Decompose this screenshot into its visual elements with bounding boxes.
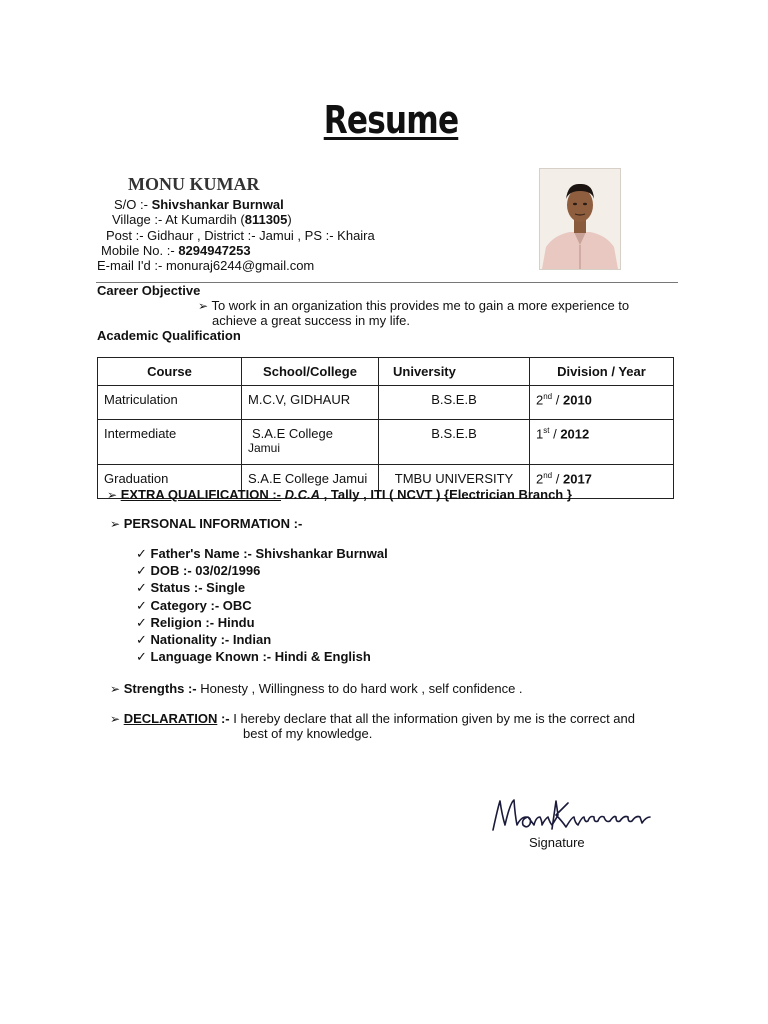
list-item: ✓ DOB :- 03/02/1996 <box>136 563 261 580</box>
arrow-bullet-icon: ➢ <box>110 517 121 531</box>
candidate-name: MONU KUMAR <box>128 174 260 194</box>
signature-label: Signature <box>529 835 585 850</box>
list-item: ✓ Status :- Single <box>136 580 246 597</box>
academic-table <box>97 357 674 499</box>
col-division-year: Division / Year <box>530 358 674 386</box>
declaration-line-2: best of my knowledge. <box>243 726 373 741</box>
cell-course: Matriculation <box>98 386 242 420</box>
page-title: Resume <box>323 98 459 142</box>
declaration-line-1: ➢ DECLARATION :- I hereby declare that all the information given by me is the correct and <box>110 711 635 726</box>
check-icon: ✓ <box>136 547 147 562</box>
cell-university: TMBU UNIVERSITY <box>379 465 530 499</box>
col-school: School/College <box>242 358 379 386</box>
check-icon: ✓ <box>136 650 147 666</box>
handwritten-signature <box>490 795 660 835</box>
table-row <box>98 386 674 420</box>
profile-photo <box>539 168 621 270</box>
table-header-row <box>98 358 674 386</box>
check-icon: ✓ <box>136 598 147 614</box>
cell-school: M.C.V, GIDHAUR <box>242 386 379 420</box>
check-icon: ✓ <box>136 632 147 648</box>
cell-division: 2nd / 2010 <box>530 386 674 420</box>
table-row <box>98 420 674 465</box>
career-line-2: achieve a great success in my life. <box>212 313 410 328</box>
email-line: E-mail I'd :- monuraj6244@gmail.com <box>97 258 315 273</box>
check-icon: ✓ <box>136 581 147 597</box>
person-photo-icon <box>540 169 620 269</box>
personal-heading: ➢ PERSONAL INFORMATION :- <box>110 516 303 531</box>
strengths-line: ➢ Strengths :- Honesty , Willingness to do hard work , self confidence . <box>110 681 523 696</box>
cell-school: S.A.E College Jamui <box>242 420 379 465</box>
arrow-bullet-icon: ➢ <box>198 299 209 313</box>
personal-info-list <box>136 545 388 665</box>
arrow-bullet-icon: ➢ <box>110 682 121 696</box>
list-item: ✓ Religion :- Hindu <box>136 614 255 631</box>
col-university: University <box>379 358 530 386</box>
career-heading: Career Objective <box>97 283 201 298</box>
career-line-1: ➢ To work in an organization this provides me to gain a more experience to <box>198 298 630 313</box>
post-line: Post :- Gidhaur , District :- Jamui , PS :- Khaira <box>106 228 375 243</box>
list-item: ✓ Category :- OBC <box>136 597 252 614</box>
list-item: ✓ Father's Name :- Shivshankar Burnwal <box>136 546 388 562</box>
cell-university: B.S.E.B <box>379 386 530 420</box>
list-item: ✓ Nationality :- Indian <box>136 631 272 648</box>
academic-heading: Academic Qualification <box>97 328 241 343</box>
village-line: Village :- At Kumardih (811305) <box>112 212 292 227</box>
extra-qualification: ➢ EXTRA QUALIFICATION :- D.C.A , Tally , ITI ( NCVT ) {Electrician Branch } <box>107 487 572 502</box>
cell-course: Intermediate <box>98 420 242 465</box>
cell-university: B.S.E.B <box>379 420 530 465</box>
arrow-bullet-icon: ➢ <box>110 712 121 726</box>
cell-course: Graduation <box>98 465 242 499</box>
check-icon: ✓ <box>136 615 147 631</box>
cell-division: 1st / 2012 <box>530 420 674 465</box>
list-item: ✓ Language Known :- Hindi & English <box>136 649 371 666</box>
col-course: Course <box>98 358 242 386</box>
cell-school: S.A.E College Jamui <box>242 465 379 499</box>
check-icon: ✓ <box>136 564 147 580</box>
mobile-line: Mobile No. :- 8294947253 <box>101 243 251 258</box>
arrow-bullet-icon: ➢ <box>107 488 118 502</box>
cell-division: 2nd / 2017 <box>530 465 674 499</box>
so-line: S/O :- Shivshankar Burnwal <box>114 197 284 212</box>
